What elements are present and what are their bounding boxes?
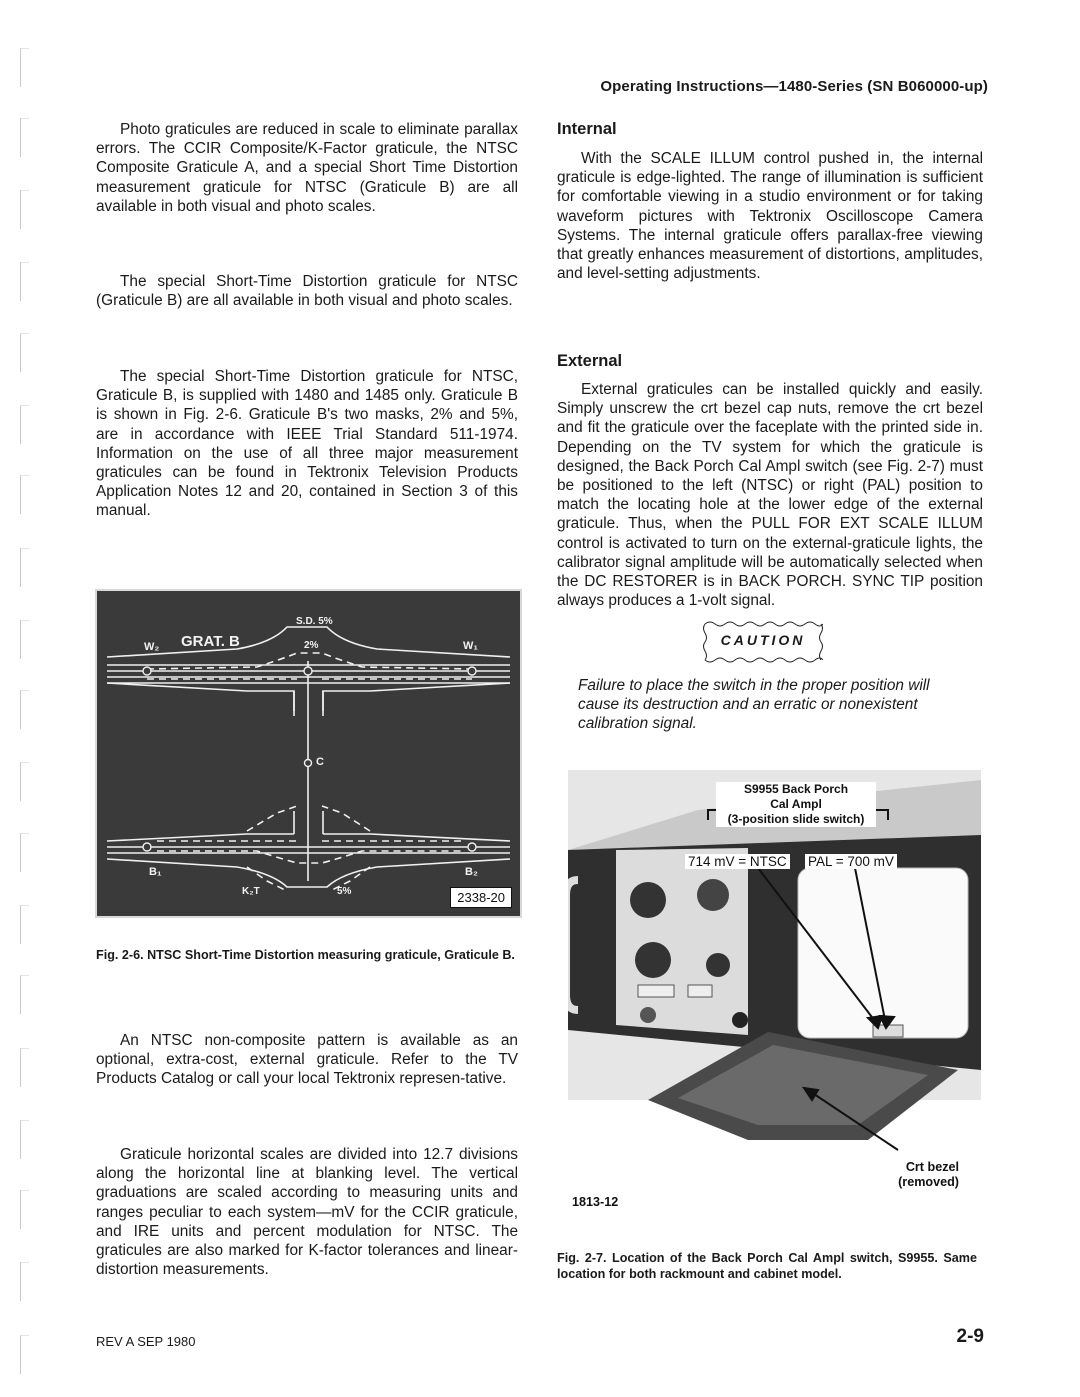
paragraph-short-time-availability: The special Short-Time Distortion graticule for NTSC (Graticule B) are all available in both visual and photo scales. xyxy=(96,273,518,310)
caution-box xyxy=(703,620,823,664)
footer-revision: REV A SEP 1980 xyxy=(96,1334,196,1349)
binder-mark xyxy=(20,1335,29,1374)
graticule-k2t-label: K₂T xyxy=(242,886,260,897)
paragraph-photo-graticules: Photo graticules are reduced in scale to eliminate parallax errors. The CCIR Composite/K-Factor graticule, the NTSC Composite Graticule A, and a special Short Time Distortion measurement graticule for NTSC (Graticule B) are all available in both visual and photo scales. xyxy=(96,121,518,215)
binder-mark xyxy=(20,905,29,944)
binder-mark xyxy=(20,1120,29,1159)
paragraph-graticule-b: The special Short-Time Distortion graticule for NTSC, Graticule B, is supplied with 1480 and 1485 only. Graticule B is shown in Fig. 2-6. Graticule B's two masks, 2% and 5%, are in accordance with IEEE Trial Standard 511-1974. Information on the use of all three major measurement graticules can be found in Tektronix Television Products Application Notes 12 and 20, contained in Section 3 of this manual. xyxy=(96,368,518,520)
pal-callout: PAL = 700 mV xyxy=(805,854,897,869)
graticule-2pct-label: 2% xyxy=(304,640,319,651)
paragraph-external: External graticules can be installed quickly and easily. Simply unscrew the crt bezel cap nuts, remove the crt bezel and fit the graticule over the faceplate with the printed side in. Depending on the TV system for which the graticule is designed, the Back Porch Cal Ampl switch (see Fig. 2-7) must be positioned to the left (NTSC) or right (PAL) position to match the locating hole at the lower edge of the external graticule. Thus, when the PULL FOR EXT SCALE ILLUM control is activated to turn on the external-graticule lights, the calibrator signal amplitude will be automatically selected when the DC RESTORER is in BACK PORCH. SYNC TIP position always produces a 1-volt signal. xyxy=(557,381,983,610)
binder-mark xyxy=(20,620,29,659)
graticule-sd-label: S.D. 5% xyxy=(296,616,333,627)
binder-mark xyxy=(20,1048,29,1087)
switch-callout-line3: (3-position slide switch) xyxy=(727,812,865,826)
graticule-b2-label: B₂ xyxy=(465,866,478,878)
binder-mark xyxy=(20,333,29,372)
figure-2-7-photo xyxy=(568,770,981,1170)
caution-body: Failure to place the switch in the proper position will cause its destruction and an erratic or nonexistent calibration signal. xyxy=(578,677,930,733)
bezel-callout xyxy=(893,1160,959,1190)
figure-2-7-id: 1813-12 xyxy=(572,1195,619,1209)
caution-label: CAUTION xyxy=(720,632,806,648)
figure-id-label: 2338-20 xyxy=(450,887,512,908)
binder-mark xyxy=(20,190,29,229)
binder-mark xyxy=(20,975,29,1014)
binder-mark xyxy=(20,1190,29,1229)
bezel-callout-line1: Crt bezel xyxy=(905,1160,959,1174)
graticule-w1-label: W₁ xyxy=(463,640,478,652)
binder-mark xyxy=(20,118,29,157)
binder-mark xyxy=(20,690,29,729)
paragraph-internal: With the SCALE ILLUM control pushed in, the internal graticule is edge-lighted. The range of illumination is sufficient for comfortable viewing in a studio environment or for taking waveform pictures with Tektronix Oscilloscope Camera Systems. The internal graticule offers parallax-free viewing that greatly enhances measurement of distortions, amplitudes, and level-setting adjustments. xyxy=(557,150,983,283)
switch-callout xyxy=(716,782,876,827)
waveform-monitor-photo xyxy=(568,770,981,1170)
switch-callout-line1: S9955 Back Porch xyxy=(743,782,849,796)
bezel-callout-line2: (removed) xyxy=(898,1175,959,1189)
paragraph-ntsc-noncomposite: An NTSC non-composite pattern is available as an optional, extra-cost, external graticule. Refer to the TV Products Catalog or call your local Tektronix represen-tative. xyxy=(96,1032,518,1088)
graticule-name-label: GRAT. B xyxy=(181,633,240,650)
binder-mark xyxy=(20,475,29,514)
heading-external: External xyxy=(557,352,623,370)
running-head: Operating Instructions—1480-Series (SN B060000-up) xyxy=(600,78,988,95)
graticule-center-label: C xyxy=(316,756,324,768)
binder-mark xyxy=(20,262,29,301)
ntsc-callout: 714 mV = NTSC xyxy=(685,854,790,869)
binder-mark xyxy=(20,48,29,87)
figure-2-7-caption: Fig. 2-7. Location of the Back Porch Cal Ampl switch, S9955. Same location for both rackmount and cabinet model. xyxy=(557,1251,977,1281)
graticule-b1-label: B₁ xyxy=(149,866,162,878)
figure-2-6-graticule xyxy=(95,589,522,918)
paragraph-horizontal-scales: Graticule horizontal scales are divided into 12.7 divisions along the horizontal line at blanking level. The vertical graduations are scaled according to measuring units and ranges peculiar to each system—mV for the CCIR graticule, and IRE units and percent modulation for NTSC. The graticules are also marked for K-factor tolerances and linear-distortion measurements. xyxy=(96,1146,518,1279)
switch-callout-line2: Cal Ampl xyxy=(770,797,822,811)
binder-mark xyxy=(20,1262,29,1301)
binder-mark xyxy=(20,405,29,444)
page-number: 2-9 xyxy=(956,1326,984,1347)
binder-mark xyxy=(20,833,29,872)
binder-mark xyxy=(20,762,29,801)
binder-mark xyxy=(20,548,29,587)
graticule-5pct-label: 5% xyxy=(337,886,352,897)
heading-internal: Internal xyxy=(557,120,617,138)
graticule-w2-label: W₂ xyxy=(144,641,160,653)
figure-2-6-caption: Fig. 2-6. NTSC Short-Time Distortion measuring graticule, Graticule B. xyxy=(96,948,515,962)
